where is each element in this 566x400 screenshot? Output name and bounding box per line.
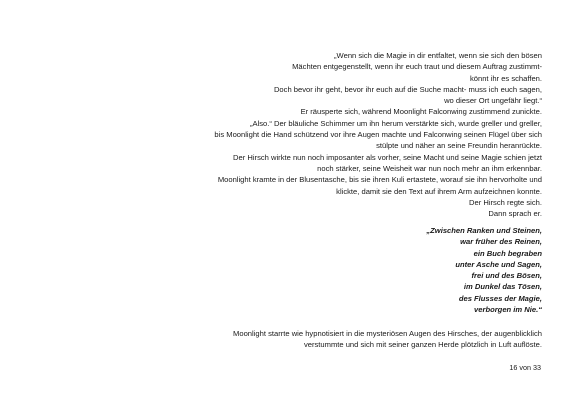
text-line: könnt ihr es schaffen. [469, 73, 542, 83]
page-number: 16 von 33 [509, 363, 541, 372]
poem-line: des Flusses der Magie, [458, 293, 542, 303]
text-line: Mächten entgegenstellt, wenn ihr euch traut und diesem Auftrag zustimmt- [292, 62, 542, 72]
text-line: noch stärker, seine Weisheit war nun noch mehr an ihm erkennbar. [317, 163, 542, 173]
text-line: Moonlight starrte wie hypnotisiert in die mysteriösen Augen des Hirsches, der augenblicklich [233, 329, 542, 338]
narrative-paragraph-top [100, 50, 542, 219]
poem-line: „Zwischen Ranken und Steinen, [426, 226, 542, 235]
text-line: Doch bevor ihr geht, bevor ihr euch auf die Suche macht- muss ich euch sagen, [273, 84, 542, 94]
text-line: bis Moonlight die Hand schützend vor ihre Augen machte und Falconwing seinen Flügel über sich [214, 130, 542, 140]
text-line: stülpte und näher an seine Freundin heranrückte. [376, 141, 542, 151]
poem-line: frei und des Bösen, [471, 271, 542, 281]
text-line: wo dieser Ort ungefähr liegt.“ [444, 96, 542, 106]
text-line: Der Hirsch wirkte nun noch imposanter als vorher, seine Macht und seine Magie schien jetzt [233, 152, 542, 162]
poem-verse [100, 225, 542, 315]
poem-line: unter Asche und Sagen, [455, 259, 542, 269]
text-line: „Also.“ Der bläuliche Schimmer um ihn herum verstärkte sich, wurde greller und greller, [249, 118, 542, 128]
poem-line: im Dunkel das Tösen, [463, 282, 542, 292]
poem-line: war früher des Reinen, [460, 237, 542, 247]
narrative-paragraph-bottom [100, 328, 542, 351]
text-line: Er räusperte sich, während Moonlight Falconwing zustimmend zunickte. [300, 107, 542, 117]
poem-line: verborgen im Nie.“ [474, 305, 542, 315]
text-line: „Wenn sich die Magie in dir entfaltet, wenn sie sich den bösen [334, 51, 542, 60]
text-line: Der Hirsch regte sich. [468, 197, 542, 207]
text-line: verstummte und sich mit seiner ganzen Herde plötzlich in Luft auflöste. [303, 340, 542, 350]
text-line: Moonlight kramte in der Blusentasche, bis sie ihren Kuli ertastete, worauf sie ihn hervorholte und [217, 175, 542, 185]
poem-line: ein Buch begraben [473, 248, 542, 258]
text-line: Dann sprach er. [488, 209, 542, 219]
text-line: klickte, damit sie den Text auf ihrem Arm aufzeichnen konnte. [336, 186, 542, 196]
